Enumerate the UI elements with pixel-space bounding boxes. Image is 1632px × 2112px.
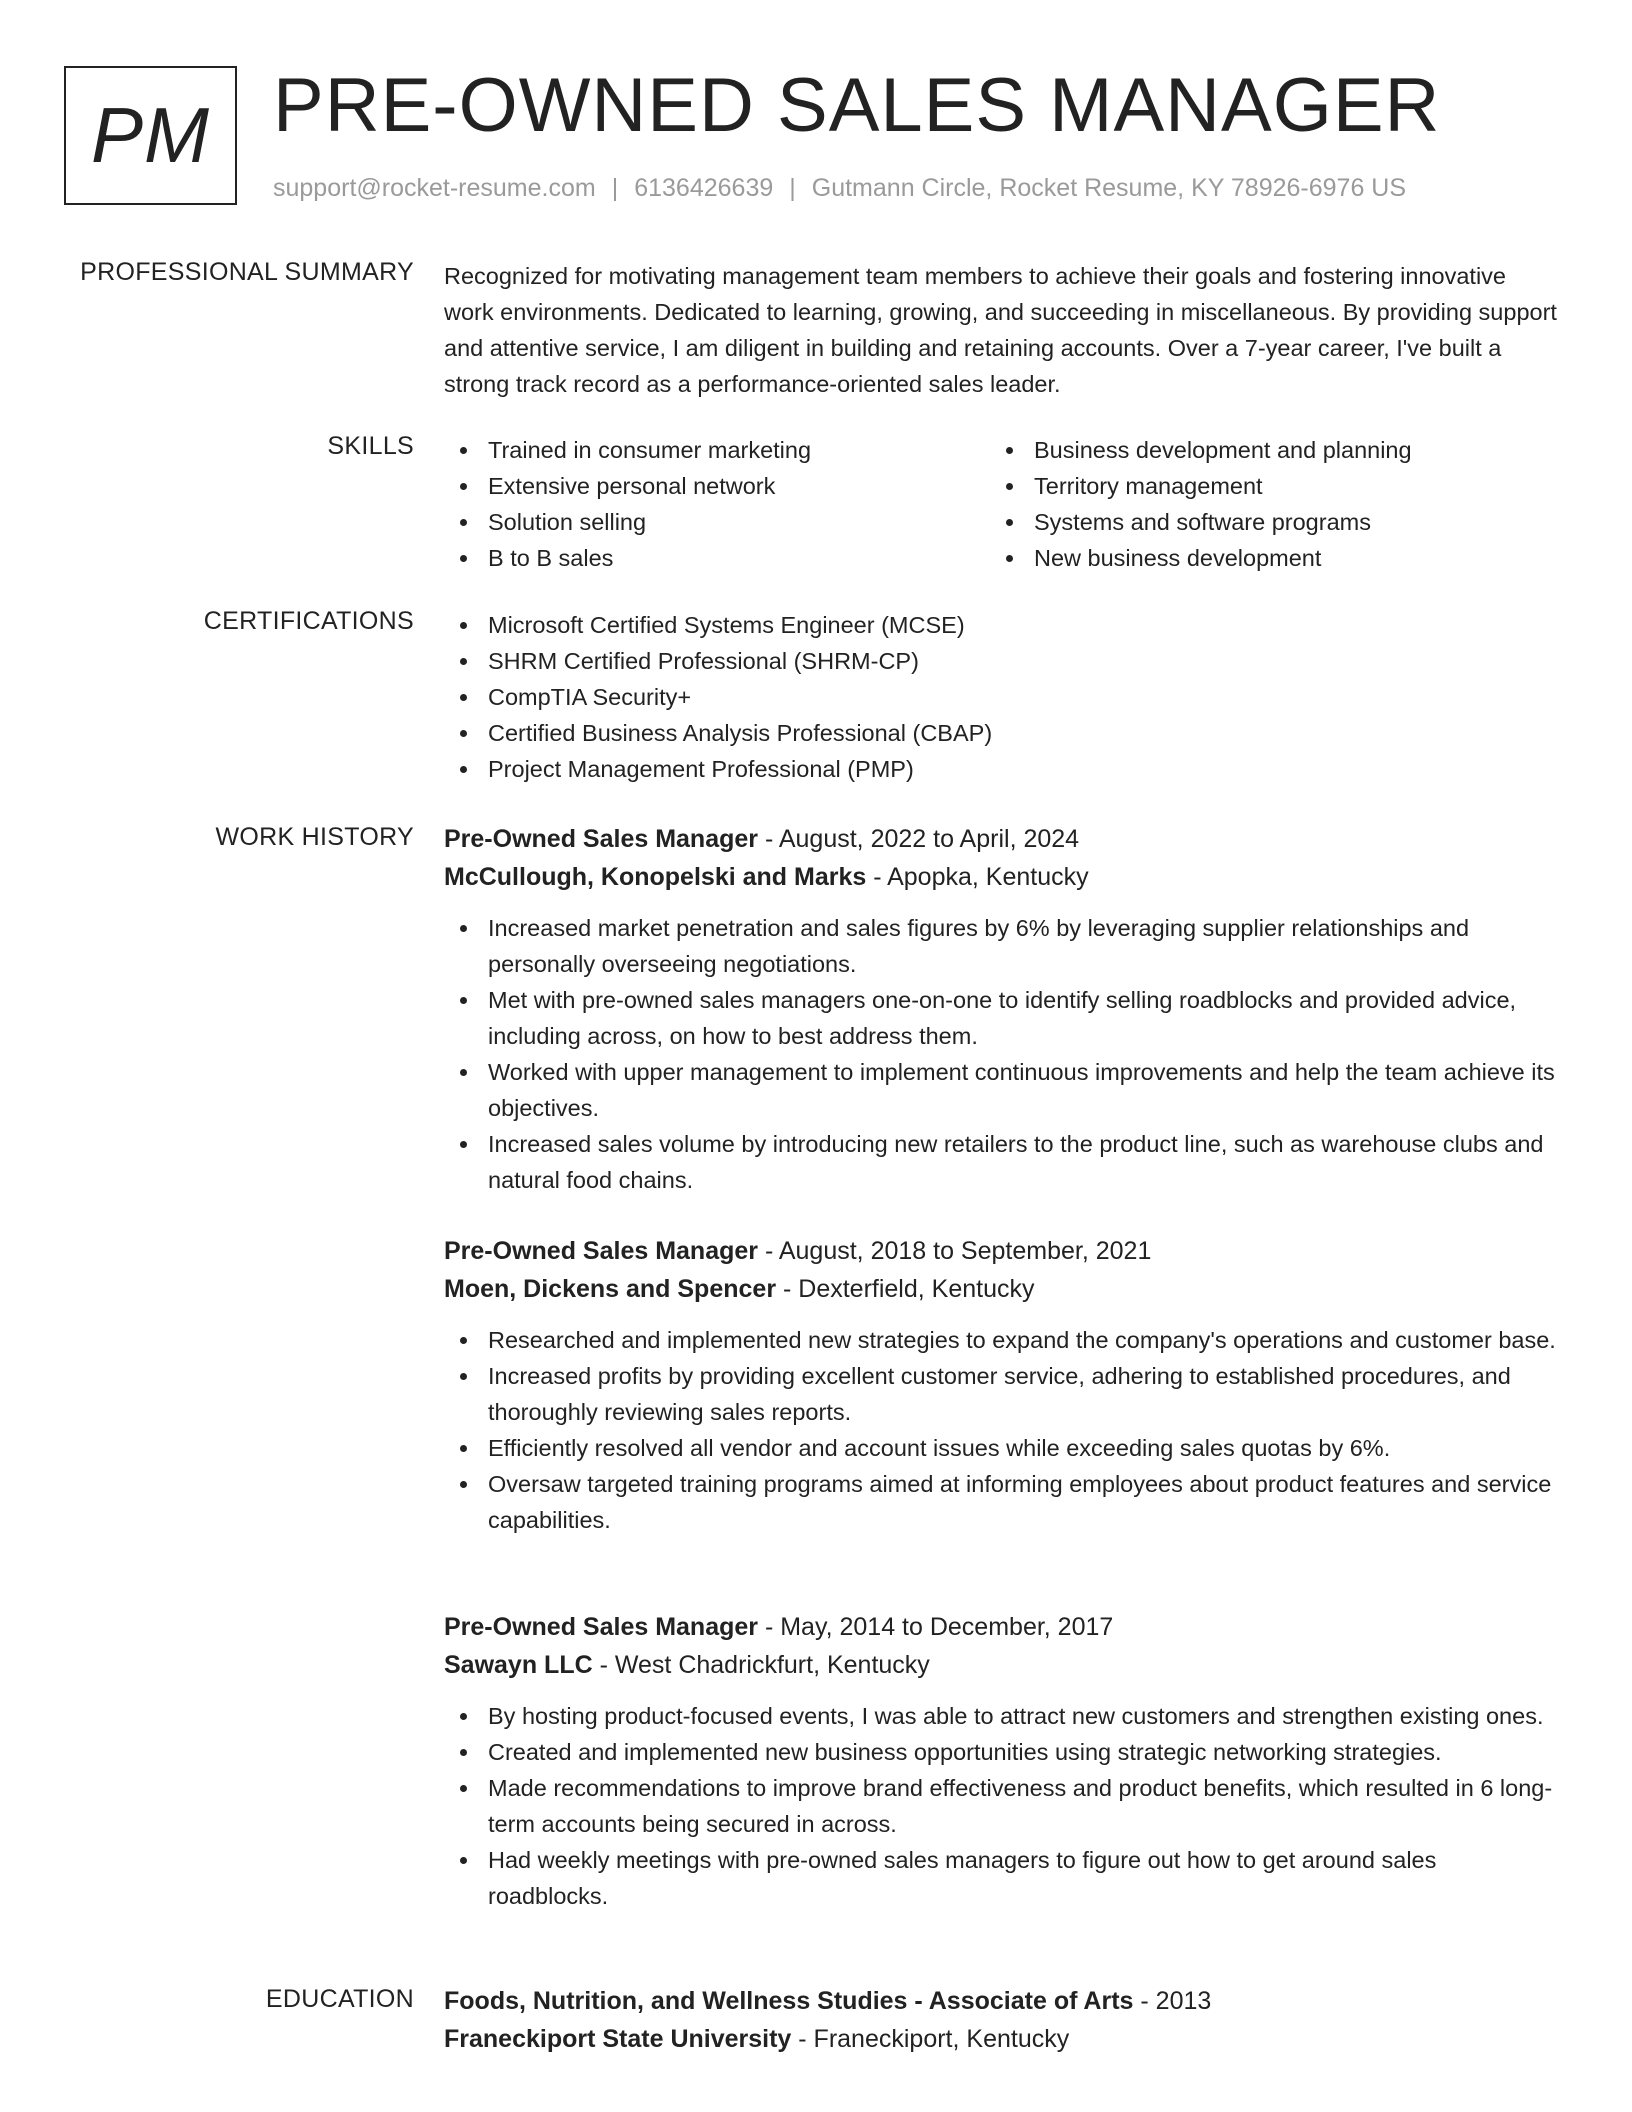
job-company-line (444, 1646, 1559, 1684)
job-location: - Dexterfield, Kentucky (776, 1275, 1035, 1303)
contact-separator: | (789, 174, 796, 202)
list-item: Had weekly meetings with pre-owned sales managers to figure out how to get around sales roadblocks. (444, 1842, 1559, 1914)
list-item: By hosting product-focused events, I was able to attract new customers and strengthen existing ones. (444, 1698, 1559, 1734)
list-item: Certified Business Analysis Professional (CBAP) (444, 715, 1559, 751)
job-company-line (444, 1270, 1559, 1308)
monogram-logo: PM (64, 66, 237, 205)
list-item: Worked with upper management to implement continuous improvements and help the team achieve its objectives. (444, 1054, 1559, 1126)
education-entry (444, 1982, 1559, 2058)
list-item: CompTIA Security+ (444, 679, 1559, 715)
job-dates: - August, 2018 to September, 2021 (758, 1237, 1152, 1265)
list-item: Territory management (990, 468, 1536, 504)
skills-list-left (444, 432, 990, 576)
list-item: Made recommendations to improve brand effectiveness and product benefits, which resulted in 6 long-term accounts being secured in across. (444, 1770, 1559, 1842)
job-title: Pre-Owned Sales Manager (444, 1237, 759, 1265)
list-item: Increased profits by providing excellent customer service, adhering to established procedures, and thoroughly reviewing sales reports. (444, 1358, 1559, 1430)
job-entry (444, 1232, 1559, 1538)
summary-heading: PROFESSIONAL SUMMARY (80, 258, 414, 286)
education-degree-line (444, 1982, 1559, 2020)
job-entry (444, 820, 1559, 1198)
job-location: - West Chadrickfurt, Kentucky (592, 1651, 930, 1679)
list-item: Efficiently resolved all vendor and account issues while exceeding sales quotas by 6%. (444, 1430, 1559, 1466)
education-school-line (444, 2020, 1559, 2058)
job-company: McCullough, Konopelski and Marks (444, 863, 867, 891)
list-item: Created and implemented new business opportunities using strategic networking strategies. (444, 1734, 1559, 1770)
skills-heading: SKILLS (327, 432, 414, 460)
list-item: Solution selling (444, 504, 990, 540)
certifications-heading: CERTIFICATIONS (203, 607, 414, 635)
contact-address: Gutmann Circle, Rocket Resume, KY 78926-6976 US (811, 174, 1407, 202)
education-heading: EDUCATION (265, 1985, 414, 2013)
list-item: Business development and planning (990, 432, 1536, 468)
job-entry (444, 1608, 1559, 1914)
job-company-line (444, 858, 1559, 896)
list-item: Microsoft Certified Systems Engineer (MCSE) (444, 607, 1559, 643)
job-company: Sawayn LLC (444, 1651, 593, 1679)
list-item: New business development (990, 540, 1536, 576)
job-title-line (444, 1232, 1559, 1270)
list-item: Trained in consumer marketing (444, 432, 990, 468)
list-item: Increased market penetration and sales figures by 6% by leveraging supplier relationships and personally overseeing negotiations. (444, 910, 1559, 982)
list-item: Project Management Professional (PMP) (444, 751, 1559, 787)
contact-email[interactable]: support@rocket-resume.com (273, 174, 596, 202)
job-dates: - May, 2014 to December, 2017 (758, 1613, 1114, 1641)
list-item: Met with pre-owned sales managers one-on-one to identify selling roadblocks and provided advice, including across, on how to best address them. (444, 982, 1559, 1054)
resume-header (64, 63, 1568, 211)
list-item: Extensive personal network (444, 468, 990, 504)
job-company: Moen, Dickens and Spencer (444, 1275, 777, 1303)
job-title: Pre-Owned Sales Manager (444, 825, 759, 853)
skills-list-right (990, 432, 1536, 576)
contact-line (273, 174, 1406, 203)
job-bullets (444, 1322, 1559, 1538)
job-title-line (444, 820, 1559, 858)
summary-text: Recognized for motivating management team members to achieve their goals and fostering innovative work environments. Dedicated to learning, growing, and succeeding in miscellaneous. By providing support and attentive service, I am diligent in building and retaining accounts. Over a 7-year career, I've built a strong track record as a performance-oriented sales leader. (444, 263, 1557, 397)
resume-name: PRE-OWNED SALES MANAGER (273, 63, 1441, 148)
job-title-line (444, 1608, 1559, 1646)
work-history-heading: WORK HISTORY (215, 823, 414, 851)
job-dates: - August, 2022 to April, 2024 (758, 825, 1080, 853)
education-location: - Franeckiport, Kentucky (791, 2025, 1070, 2053)
list-item: B to B sales (444, 540, 990, 576)
contact-phone[interactable]: 6136426639 (634, 174, 774, 202)
contact-separator: | (611, 174, 619, 202)
list-item: SHRM Certified Professional (SHRM-CP) (444, 643, 1559, 679)
list-item: Oversaw targeted training programs aimed at informing employees about product features and service capabilities. (444, 1466, 1559, 1538)
education-year: - 2013 (1133, 1987, 1212, 2015)
list-item: Systems and software programs (990, 504, 1536, 540)
list-item: Increased sales volume by introducing new retailers to the product line, such as warehouse clubs and natural food chains. (444, 1126, 1559, 1198)
certifications-list (444, 607, 1559, 787)
job-title: Pre-Owned Sales Manager (444, 1613, 759, 1641)
education-degree: Foods, Nutrition, and Wellness Studies - Associate of Arts (444, 1987, 1134, 2015)
job-location: - Apopka, Kentucky (866, 863, 1089, 891)
job-bullets (444, 1698, 1559, 1914)
job-bullets (444, 910, 1559, 1198)
list-item: Researched and implemented new strategies to expand the company's operations and customer base. (444, 1322, 1559, 1358)
education-school: Franeckiport State University (444, 2025, 792, 2053)
